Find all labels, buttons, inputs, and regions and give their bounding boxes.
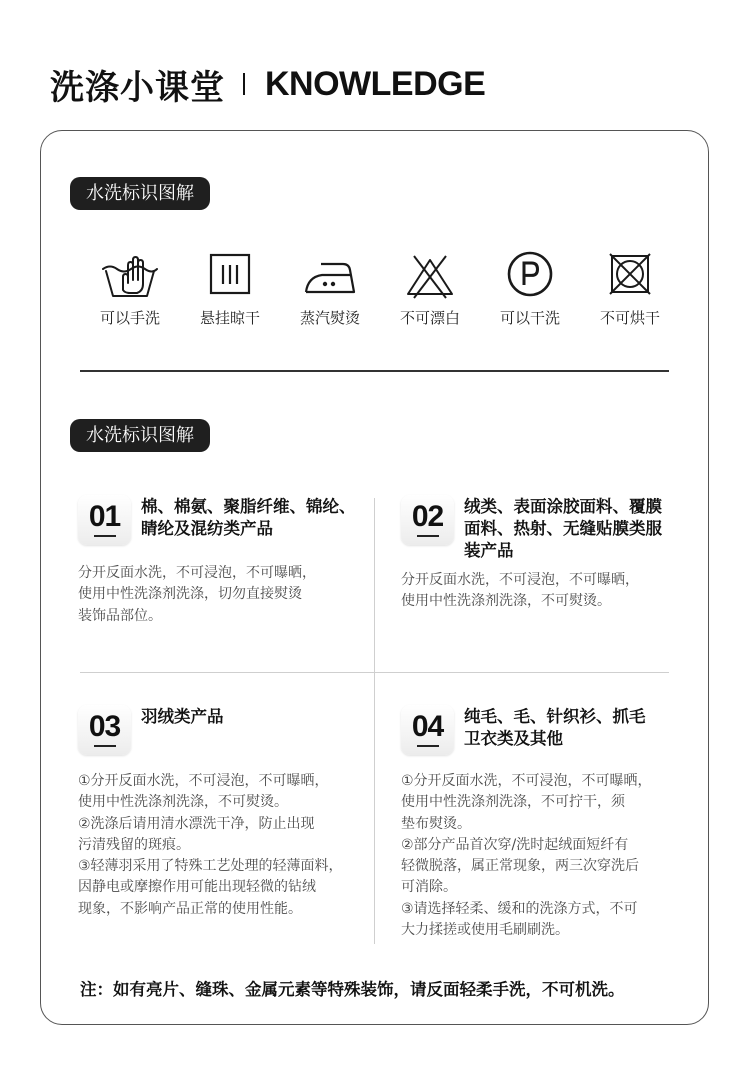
quadrant-body bbox=[78, 563, 368, 627]
page-title-en: KNOWLEDGE bbox=[265, 64, 486, 103]
care-icon-label: 悬挂晾干 bbox=[199, 309, 260, 327]
title-line: 装产品 bbox=[464, 541, 514, 560]
number-underline bbox=[417, 535, 439, 537]
section-pill-fabric-guide: 水洗标识图解 bbox=[70, 419, 210, 452]
quadrant-body bbox=[401, 570, 681, 613]
quadrant-title bbox=[141, 706, 224, 728]
line-dry-icon bbox=[200, 250, 260, 302]
quadrant-title bbox=[464, 496, 662, 562]
body-line: 使用中性洗涤剂洗涤，不可熨烫。 bbox=[78, 794, 288, 811]
number-badge bbox=[401, 705, 454, 755]
body-line: 使用中性洗涤剂洗涤，不可拧干，须 bbox=[401, 794, 625, 811]
title-line: 睛纶及混纺类产品 bbox=[141, 519, 273, 538]
number-text: 03 bbox=[88, 710, 121, 743]
care-quadrant-04 bbox=[401, 705, 681, 941]
quadrant-body bbox=[401, 771, 681, 941]
body-line: ③轻薄羽采用了特殊工艺处理的轻薄面料， bbox=[78, 858, 343, 875]
care-icon-item bbox=[280, 250, 380, 328]
body-line: 可消除。 bbox=[401, 879, 457, 896]
care-icon-label: 不可漂白 bbox=[399, 309, 460, 327]
hand-wash-icon bbox=[100, 250, 160, 302]
body-line: 分开反面水洗，不可浸泡，不可曝晒， bbox=[401, 572, 639, 588]
title-line: 面料、热射、无缝贴膜类服 bbox=[464, 519, 662, 538]
grid-horizontal-divider bbox=[80, 672, 669, 673]
quadrant-header bbox=[78, 705, 368, 755]
care-quadrant-01 bbox=[78, 495, 368, 627]
quadrant-title bbox=[141, 496, 356, 540]
quadrant-header bbox=[401, 495, 681, 562]
number-text: 01 bbox=[88, 500, 121, 533]
number-text: 02 bbox=[411, 500, 444, 533]
no-tumble-dry-icon bbox=[600, 250, 660, 302]
care-icon-label: 蒸汽熨烫 bbox=[299, 309, 360, 327]
care-icon-item bbox=[580, 250, 680, 328]
care-icons-row bbox=[80, 250, 680, 328]
body-line: 使用中性洗涤剂洗涤，不可熨烫。 bbox=[401, 593, 611, 610]
quadrant-header bbox=[401, 705, 681, 755]
section-divider bbox=[80, 370, 669, 372]
body-line: ①分开反面水洗，不可浸泡，不可曝晒， bbox=[78, 773, 329, 789]
body-line: 污清残留的斑痕。 bbox=[78, 836, 190, 853]
care-icon-item bbox=[180, 250, 280, 328]
page-title-cn: 洗涤小课堂 bbox=[50, 67, 225, 108]
title-divider bbox=[243, 73, 245, 95]
body-line: 分开反面水洗，不可浸泡，不可曝晒， bbox=[78, 565, 316, 581]
grid-vertical-divider bbox=[374, 498, 375, 944]
body-line: 使用中性洗涤剂洗涤，切勿直接熨烫 bbox=[78, 586, 302, 603]
body-line: 装饰品部位。 bbox=[78, 607, 162, 624]
footnote: 注：如有亮片、缝珠、金属元素等特殊装饰，请反面轻柔手洗，不可机洗。 bbox=[80, 980, 625, 999]
number-text: 04 bbox=[411, 710, 444, 743]
care-quadrant-02 bbox=[401, 495, 681, 613]
body-line: 轻微脱落，属正常现象，两三次穿洗后 bbox=[401, 858, 639, 875]
page-header bbox=[50, 62, 485, 106]
body-line: ②洗涤后请用清水漂洗干净，防止出现 bbox=[78, 815, 315, 832]
title-line: 羽绒类产品 bbox=[141, 707, 224, 726]
care-icon-item bbox=[480, 250, 580, 328]
quadrant-header bbox=[78, 495, 368, 545]
quadrant-title bbox=[464, 706, 646, 750]
number-underline bbox=[94, 745, 116, 747]
care-quadrant-03 bbox=[78, 705, 368, 920]
number-underline bbox=[94, 535, 116, 537]
section-pill-care-symbols: 水洗标识图解 bbox=[70, 177, 210, 210]
care-icon-item bbox=[80, 250, 180, 328]
title-line: 卫衣类及其他 bbox=[464, 729, 563, 748]
quadrant-body bbox=[78, 771, 368, 920]
care-icon-label: 可以干洗 bbox=[499, 309, 560, 327]
care-icon-item bbox=[380, 250, 480, 328]
number-underline bbox=[417, 745, 439, 747]
body-line: 因静电或摩擦作用可能出现轻微的钻绒 bbox=[78, 879, 316, 896]
title-line: 纯毛、毛、针织衫、抓毛 bbox=[464, 707, 646, 726]
title-line: 绒类、表面涂胶面料、覆膜 bbox=[464, 497, 662, 516]
care-icon-label: 可以手洗 bbox=[99, 309, 160, 327]
dry-clean-p-icon bbox=[500, 250, 560, 302]
title-line: 棉、棉氨、聚脂纤维、锦纶、 bbox=[141, 497, 356, 516]
number-badge bbox=[401, 495, 454, 545]
no-bleach-icon bbox=[400, 250, 460, 302]
body-line: ②部分产品首次穿/洗时起绒面短纤有 bbox=[401, 836, 629, 853]
body-line: ③请选择轻柔、缓和的洗涤方式，不可 bbox=[401, 900, 638, 917]
number-badge bbox=[78, 705, 131, 755]
steam-iron-icon bbox=[300, 250, 360, 302]
care-icon-label: 不可烘干 bbox=[599, 309, 660, 327]
body-line: 现象，不影响产品正常的使用性能。 bbox=[78, 900, 302, 917]
body-line: 大力揉搓或使用毛刷刷洗。 bbox=[401, 922, 569, 939]
body-line: ①分开反面水洗，不可浸泡，不可曝晒， bbox=[401, 773, 652, 789]
number-badge bbox=[78, 495, 131, 545]
body-line: 垫布熨烫。 bbox=[401, 815, 471, 832]
